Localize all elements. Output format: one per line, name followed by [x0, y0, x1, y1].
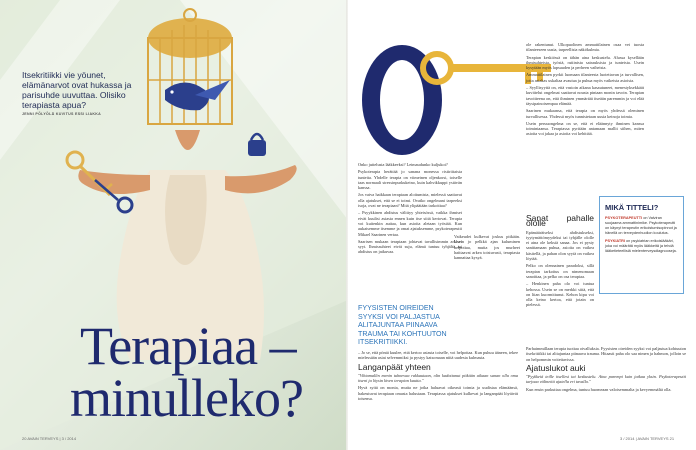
title-line-1: Terapiaa –: [80, 316, 296, 376]
sidebar-label: PSYKIATRI: [605, 239, 625, 243]
byline: JENNI PÖLYÖLÄ KUVITUS ESSI LIAKKA: [22, 112, 102, 116]
text-column-1c: [358, 350, 518, 403]
text-column-2b: [526, 212, 594, 310]
article-intro: Itsekritiikki vie yöunet, elämänarvot ovat hukassa ja parisuhde uuvuttaa. Olisiko terapiasta apua?: [22, 70, 132, 110]
text-column-1: [358, 162, 462, 257]
title-line-2: minulleko?: [70, 368, 303, 428]
paragraph: Onko juttelusta lääkkeeksi? Leimaudunko kuljukoi?: [358, 162, 448, 167]
info-sidebar: [599, 196, 684, 294]
page-footer-left: 20 AVAIN TERVEYS | 3 / 2014: [22, 436, 77, 441]
paragraph: Epämääräiseksi ahdistukseksi, tyytymättömyydeksi tai tyhjälle ololle ei aina ole keksiä sanaa. Jos ei pysty sanittamaan puhua, asioita on vaikea käsitellä, ja pahan olon syytä on vaikea löytää.: [526, 229, 594, 262]
paragraph: Usein peruuongelma on se, että ei eläännyty ihminen kanssa toimintaansa. Terapiassa pyritään antamaan mallit siihen, miten asioita voi jakaa ja asioita voi kehittää.: [526, 120, 644, 137]
paragraph: Hyvä syitä on monia, mutta ne jotka haluavat oikeasti toimia ja uudistaa elämäänsä, hakeutuvat terapiaan omasta halustaan. Terapiassa ajatukset kulkevat ja langanpäät löytävät toisensa.: [358, 385, 518, 402]
sidebar-text: on Valviran suojaama ammattinimike. Psykoterapeutti on käynyt terapeutin erikoistumisopinnot ja hänellä on terveydenhuollon koulutus.: [605, 216, 677, 235]
sidebar-title: MIKÄ TITTELI?: [605, 203, 659, 212]
paragraph: ole rakentunut. Ulkopuolinen ammattilainen osaa vei tuosta tilanteeseen uusia, tarpeellisia näkökulmia.: [526, 42, 644, 53]
paragraph: – Syyllisyyttä on, että vastoin aikana kasautuneet, menestyksekkäät kuvittelut ongelmat saattavat nousta pintaan monin tavoin. Terapian tavoitteena on, että ihminen ymmärtää itseään paremmin ja voi elää täysipainoisempaa elämää.: [526, 85, 644, 106]
paragraph: Vaikeudet kulkevat joskus pitkään. Usein jo pelkkä ajan kuluminen helpottaa, mutta jos murheet haittaavat arkea toistuvasti, terapiasta kannattaa kysyä.: [454, 234, 520, 261]
section-heading: Sanat pahalle ololle: [526, 213, 594, 229]
sidebar-label: PSYKOTERAPEUTTI: [605, 216, 643, 220]
paragraph: Jos vaiva haikkaan terapiaan aloitumista, mielessä saattavat olla ajatukset, että se ei toimi. Ovatko ongelmani tarpeeksi isoja, ovat ne terapiaan? Mitä ylipäätään tarkoittaa?: [358, 192, 462, 209]
text-column-2: [526, 42, 644, 139]
sidebar-paragraph: [605, 216, 678, 236]
quote: "Vihtamallin menin tuhnevaa rakkautaan, olin kadottanut pitkään aikaan sanan olla oma itseni ja löysin kiven terapian kautta.": [358, 372, 518, 384]
paragraph: Saarisen mukaan terapiaan johtavat tavallisimmin arkiset syyt. Ihmissuhteet eivät suju, elämä tuntuu tyhjältä tai ahdistus on jatkuvaa.: [358, 238, 462, 255]
paragraph: Psykoterapia herättää jo sanana monessa ristiriitaisia tunteita. Yhdelle terapia on viimeinen oljenkorsi, toiselle taas normaali stressinpurkukeino, kuin kahvikkuppi ystävän kanssa.: [358, 169, 462, 191]
paragraph: Terapian keskiössä on tähän aina keskustelu. Alussa kysellään ihmisuhteista, työstä, rutiinista sairauksista ja tunteista. Usein kysytään myös lapsuuden ja perheen vaiheista.: [526, 54, 644, 71]
section-heading: Ajatuslukot auki: [526, 362, 586, 373]
sidebar-paragraph: [605, 239, 678, 254]
paragraph: Pelko on olennainen paradoksi, sillä terapian tarkoitus on nimenomaan sanoittaa, ja pelko on osa terapiaa.: [526, 263, 594, 279]
paragraph: Parhaimmillaan terapia tuottaa oivalluksia. Fyysisten oireiden syyksi voi paljastua kohtuuton itsekritiikki tai alitajuntaa piinaava trauma. Hitaasti paha olo saa nimen ja hahmon, jolloin se on helpommin voitettavissa.: [526, 346, 686, 362]
paragraph: – Jo se, että pöntä kuulee, että kertoo asiasta toiselle, voi helpottaa. Kun puhuu ääneen, tekee mielessään asiat selvemmiksi ja pystyy katsomaan niitä uudesta kulmasta.: [358, 350, 518, 361]
pull-quote: FYYSISTEN OIREIDEN SYYKSI VOI PALJASTUA ALITAJUNTAA PIINAAVA TRAUMA TAI KOHTUUTON ITSEKRITIIKKI.: [358, 304, 447, 346]
text-column-1b: [454, 234, 520, 262]
paragraph: – Psyykkinen ahdistus välittyy yhteisössä, vaikka ihmiset eivät kuulisi asiasta ennen kuin itse siitä kertovat. Terapia voi kuitenkin auttaa, kun asioita aletaan työstää. Kun aukaisemme itsemme ja omat ajatuksemme, psykoterapeutti Mikael Saarinen vertaa.: [358, 210, 462, 237]
section-heading: Langanpäät yhteen: [358, 361, 431, 372]
paragraph: Kun ensin parkuttaa ongelma, tuntuu huomeaan valoisemmalta ja kevyemmältä olla.: [526, 386, 672, 392]
paragraph: – Henkinen paha olo voi tuntua kehossa. Usein se on merkki siitä, että on liian kuormittunut. Kehon kipu voi olla keino kertoa, että jotain on pielessä.: [526, 281, 594, 308]
text-column-2c: [526, 346, 686, 394]
page-footer-right: 3 / 2014 | AVAIN TERVEYS 21: [620, 436, 675, 441]
paragraph: Saarinen mukaansa, että terapia on myös yhdessä oleminen turvallisessa. Yhdessä myös tunnistetaan uusia keinoja toimia.: [526, 108, 644, 119]
sidebar-text: on psykiatrian erikoislääkäri, joka voi määrätä myös lääkkeitä ja tehdä lääketieteellisiä mielenterveysdiagnooseja.: [605, 239, 677, 253]
paragraph: Ammattilainen pyrkii luomaan tilanteesta luotettavan ja turvallisen, jotta asiakas uskaltaa avautua ja puhua myös vaikeista asioista.: [526, 72, 644, 83]
quote: "Pyykkeiä teille itsellesi tai keskustelu. Aina parempi kuin jatkaa yksin. Psykoterapeutti tarjoaa välineitä ajatella eri tavalla.": [526, 374, 686, 385]
page-title: [70, 316, 348, 428]
